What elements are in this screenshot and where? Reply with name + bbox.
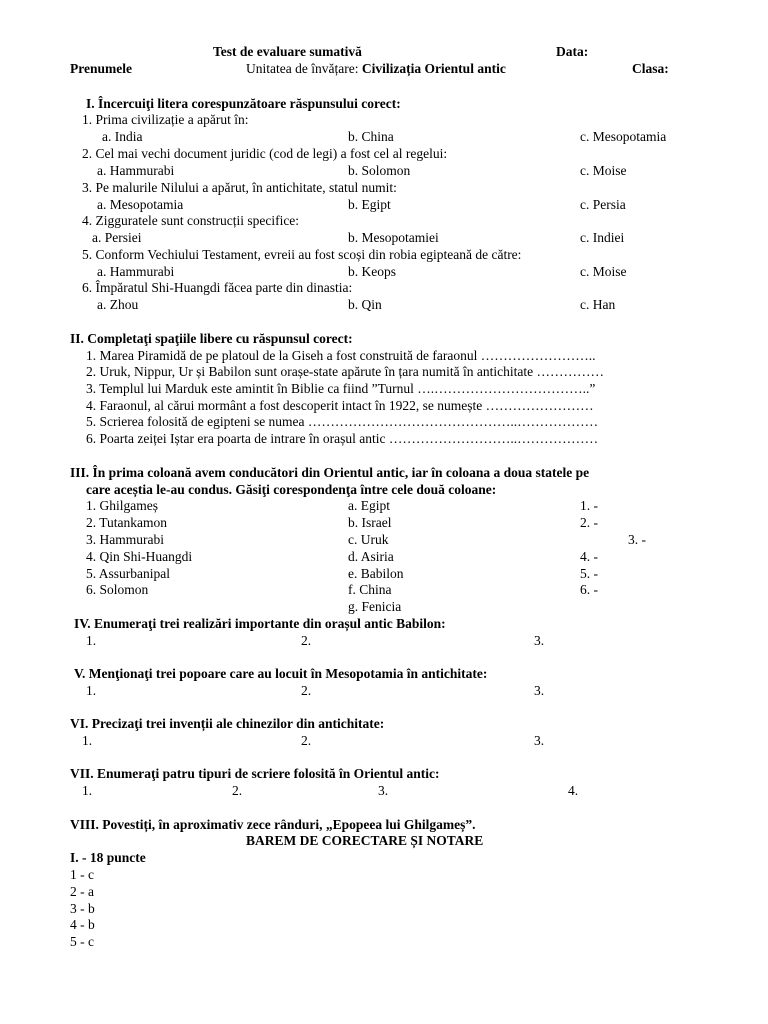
answer-number: 1.: [82, 783, 93, 798]
question: 1. Prima civilizație a apărut în:: [82, 112, 249, 127]
name-label: Prenumele: [70, 61, 132, 76]
ruler-item: 3. Hammurabi: [86, 532, 164, 547]
answer-slot: 4. -: [580, 549, 598, 564]
option-b: b. Egipt: [348, 197, 391, 212]
ruler-item: 5. Assurbanipal: [86, 566, 170, 581]
option-c: c. Han: [580, 297, 616, 312]
question: 5. Conform Vechiului Testament, evreii au fost scoși din robia egipteană de către:: [82, 247, 522, 262]
section-1-heading: I. Încercuiţi litera corespunzătoare răspunsului corect:: [86, 96, 401, 111]
answer-number: 2.: [301, 683, 312, 698]
barem-answer: 3 - b: [70, 901, 95, 916]
unit-name: Civilizația Orientul antic: [361, 61, 506, 76]
fill-in-item: 5. Scrierea folosită de egipteni se numea ………………………………………..………………: [86, 414, 599, 429]
date-label: Data:: [556, 44, 589, 59]
question: 6. Împăratul Shi-Huangdi făcea parte din dinastia:: [82, 280, 353, 295]
answer-number: 1.: [82, 733, 93, 748]
option-a: a. Persiei: [92, 230, 142, 245]
answer-slot: 2. -: [580, 515, 598, 530]
question: 2. Cel mai vechi document juridic (cod de legi) a fost cel al regelui:: [82, 146, 448, 161]
state-item: b. Israel: [348, 515, 392, 530]
state-item: g. Fenicia: [348, 599, 402, 614]
option-b: b. Mesopotamiei: [348, 230, 439, 245]
option-a: a. Zhou: [97, 297, 139, 312]
state-item: c. Uruk: [348, 532, 389, 547]
option-c: c. Moise: [580, 163, 627, 178]
unit-line: [246, 61, 506, 78]
section-3-heading-line-1: III. În prima coloană avem conducători din Orientul antic, iar în coloana a doua statele pe: [70, 465, 590, 480]
answer-number: 3.: [534, 733, 545, 748]
option-b: b. China: [348, 129, 394, 144]
section-7-heading: VII. Enumeraţi patru tipuri de scriere folosită în Orientul antic:: [70, 766, 440, 781]
barem-answer: 4 - b: [70, 917, 95, 932]
section-5-heading: V. Menţionaţi trei popoare care au locuit în Mesopotamia în antichitate:: [74, 666, 488, 681]
option-b: b. Qin: [348, 297, 382, 312]
barem-answer: 2 - a: [70, 884, 94, 899]
state-item: d. Asiria: [348, 549, 394, 564]
answer-number: 4.: [568, 783, 579, 798]
question: 4. Zigguratele sunt construcții specifice:: [82, 213, 300, 228]
ruler-item: 1. Ghilgameș: [86, 498, 158, 513]
answer-slot: 1. -: [580, 498, 598, 513]
answer-number: 3.: [534, 633, 545, 648]
ruler-item: 4. Qin Shi-Huangdi: [86, 549, 193, 564]
section-3-heading-line-2: care aceștia le-au condus. Găsiţi corespondenţa între cele două coloane:: [86, 482, 497, 497]
option-c: c. Persia: [580, 197, 626, 212]
answer-number: 1.: [86, 633, 97, 648]
option-a: a. Mesopotamia: [97, 197, 184, 212]
barem-section-1: I. - 18 puncte: [70, 850, 146, 865]
answer-slot: 6. -: [580, 582, 598, 597]
section-4-heading: IV. Enumeraţi trei realizări importante din orașul antic Babilon:: [74, 616, 446, 631]
barem-answer: 5 - c: [70, 934, 94, 949]
option-a: a. Hammurabi: [97, 163, 175, 178]
class-label: Clasa:: [632, 61, 669, 76]
section-6-heading: VI. Precizaţi trei invenții ale chinezilor din antichitate:: [70, 716, 385, 731]
fill-in-item: 4. Faraonul, al cărui mormânt a fost descoperit intact în 1922, se numește ……………………: [86, 398, 594, 413]
state-item: e. Babilon: [348, 566, 404, 581]
section-2-heading: II. Completaţi spaţiile libere cu răspunsul corect:: [70, 331, 353, 346]
option-a: a. India: [102, 129, 143, 144]
option-c: c. Mesopotamia: [580, 129, 667, 144]
question: 3. Pe malurile Nilului a apărut, în antichitate, statul numit:: [82, 180, 397, 195]
answer-number: 2.: [301, 733, 312, 748]
fill-in-item: 6. Poarta zeiței Iștar era poarta de intrare în orașul antic ………………………..………………: [86, 431, 599, 446]
test-title: Test de evaluare sumativă: [213, 44, 362, 59]
fill-in-item: 2. Uruk, Nippur, Ur și Babilon sunt orașe-state apărute în țara numită în antichitate ……………: [86, 364, 604, 379]
ruler-item: 6. Solomon: [86, 582, 149, 597]
option-c: c. Moise: [580, 264, 627, 279]
section-8-heading: VIII. Povestiți, în aproximativ zece rânduri, „Epopeea lui Ghilgameș”.: [70, 817, 476, 832]
barem-answer: 1 - c: [70, 867, 94, 882]
answer-slot: 3. -: [628, 532, 646, 547]
barem-title: BAREM DE CORECTARE ȘI NOTARE: [246, 833, 484, 848]
answer-number: 3.: [378, 783, 389, 798]
answer-number: 2.: [301, 633, 312, 648]
option-a: a. Hammurabi: [97, 264, 175, 279]
answer-number: 3.: [534, 683, 545, 698]
answer-slot: 5. -: [580, 566, 598, 581]
answer-number: 1.: [86, 683, 97, 698]
state-item: a. Egipt: [348, 498, 390, 513]
fill-in-item: 1. Marea Piramidă de pe platoul de la Giseh a fost construită de faraonul ……………………..: [86, 348, 596, 363]
option-b: b. Solomon: [348, 163, 411, 178]
unit-prefix: Unitatea de învățare:: [246, 61, 362, 76]
state-item: f. China: [348, 582, 392, 597]
option-c: c. Indiei: [580, 230, 625, 245]
fill-in-item: 3. Templul lui Marduk este amintit în Biblie ca fiind ”Turnul ….……………………………..”: [86, 381, 596, 396]
answer-number: 2.: [232, 783, 243, 798]
ruler-item: 2. Tutankamon: [86, 515, 168, 530]
option-b: b. Keops: [348, 264, 396, 279]
